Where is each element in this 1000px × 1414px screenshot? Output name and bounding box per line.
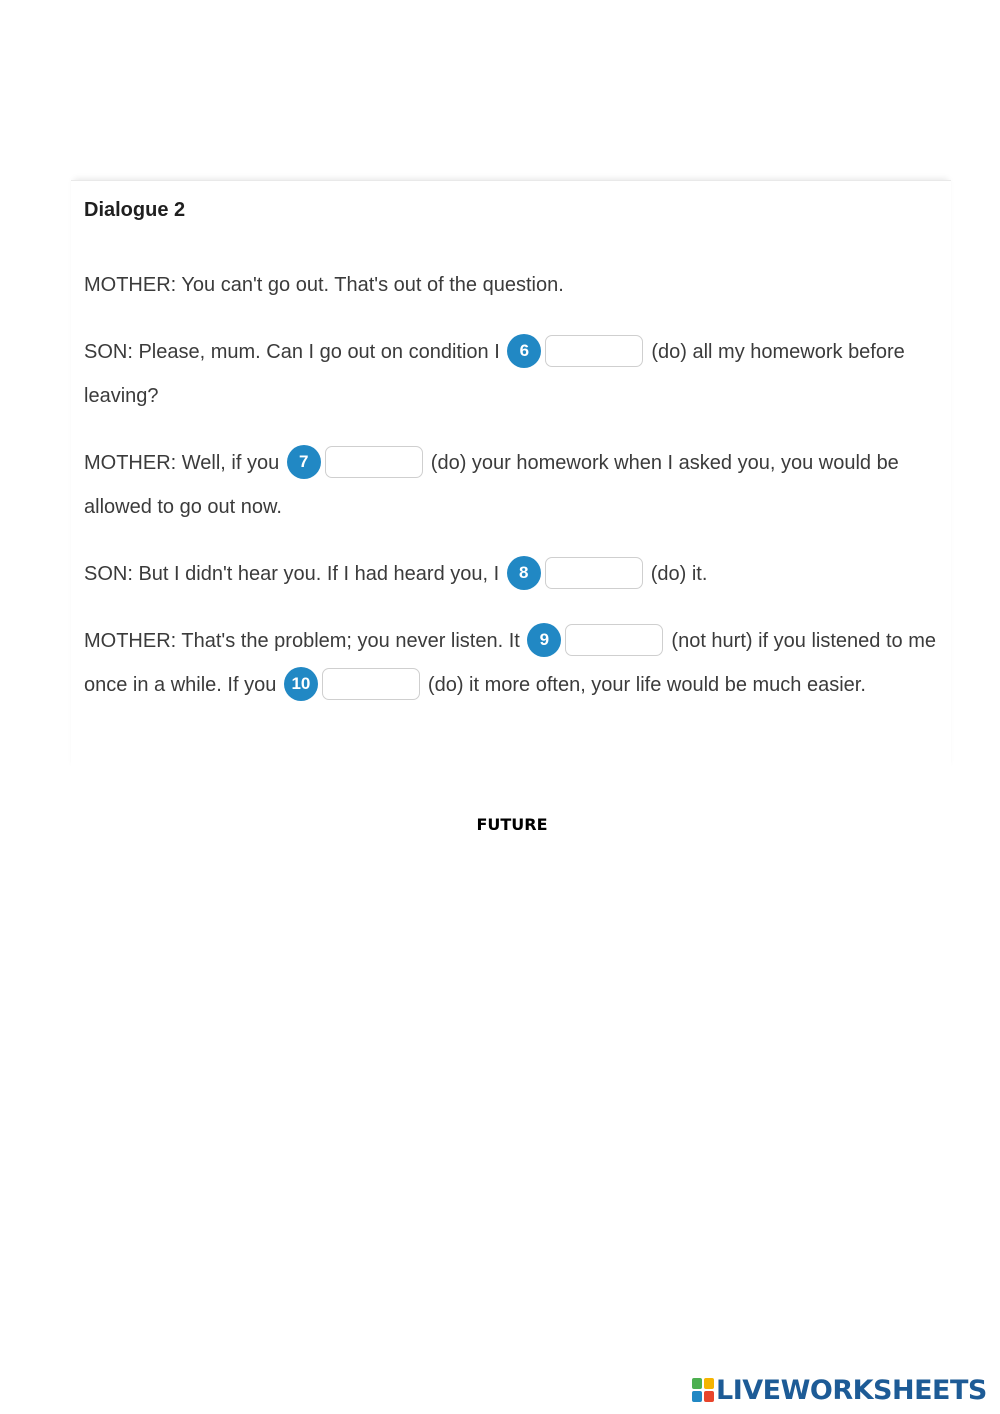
answer-blank-8[interactable] — [545, 557, 643, 589]
line-5-text-before: MOTHER: That's the problem; you never listen. It — [84, 630, 520, 652]
liveworksheets-logo-icon — [692, 1378, 714, 1402]
question-number-badge-10: 10 — [284, 667, 318, 701]
line-3-text-before: MOTHER: Well, if you — [84, 452, 280, 474]
line-3-text-after: (do) your homework when I asked you, you would be allowed to go out now. — [84, 452, 899, 518]
liveworksheets-logo — [692, 1372, 987, 1408]
liveworksheets-logo-text: LIVEWORKSHEETS — [716, 1374, 987, 1406]
line-4-text-after: (do) it. — [650, 563, 708, 585]
answer-blank-6[interactable] — [545, 335, 643, 367]
line-4-text-before: SON: But I didn't hear you. If I had heard you, I — [84, 563, 500, 585]
question-number-badge-8: 8 — [507, 556, 541, 590]
question-number-badge-6: 6 — [507, 334, 541, 368]
question-number-badge-9: 9 — [527, 623, 561, 657]
question-number-badge-7: 7 — [287, 445, 321, 479]
section-heading-future: FUTURE — [476, 815, 548, 834]
dialogue-line-1 — [84, 263, 946, 307]
dialogue-line-3 — [84, 441, 946, 529]
line-5-text-after: (do) it more often, your life would be much easier. — [427, 674, 866, 696]
answer-blank-9[interactable] — [565, 624, 663, 656]
answer-blank-10[interactable] — [322, 668, 420, 700]
line-1-text: MOTHER: You can't go out. That's out of the question. — [84, 274, 564, 296]
answer-blank-7[interactable] — [325, 446, 423, 478]
dialogue-title: Dialogue 2 — [84, 199, 186, 221]
dialogue-panel — [71, 180, 951, 771]
dialogue-line-5 — [84, 619, 946, 707]
dialogue-line-2 — [84, 330, 946, 418]
line-5-text-middle: (not hurt) if you listened to me once in a while. If you — [84, 630, 936, 696]
line-2-text-after: (do) all my homework before leaving? — [84, 341, 905, 407]
line-2-text-before: SON: Please, mum. Can I go out on condition I — [84, 341, 500, 363]
dialogue-line-4 — [84, 552, 946, 596]
